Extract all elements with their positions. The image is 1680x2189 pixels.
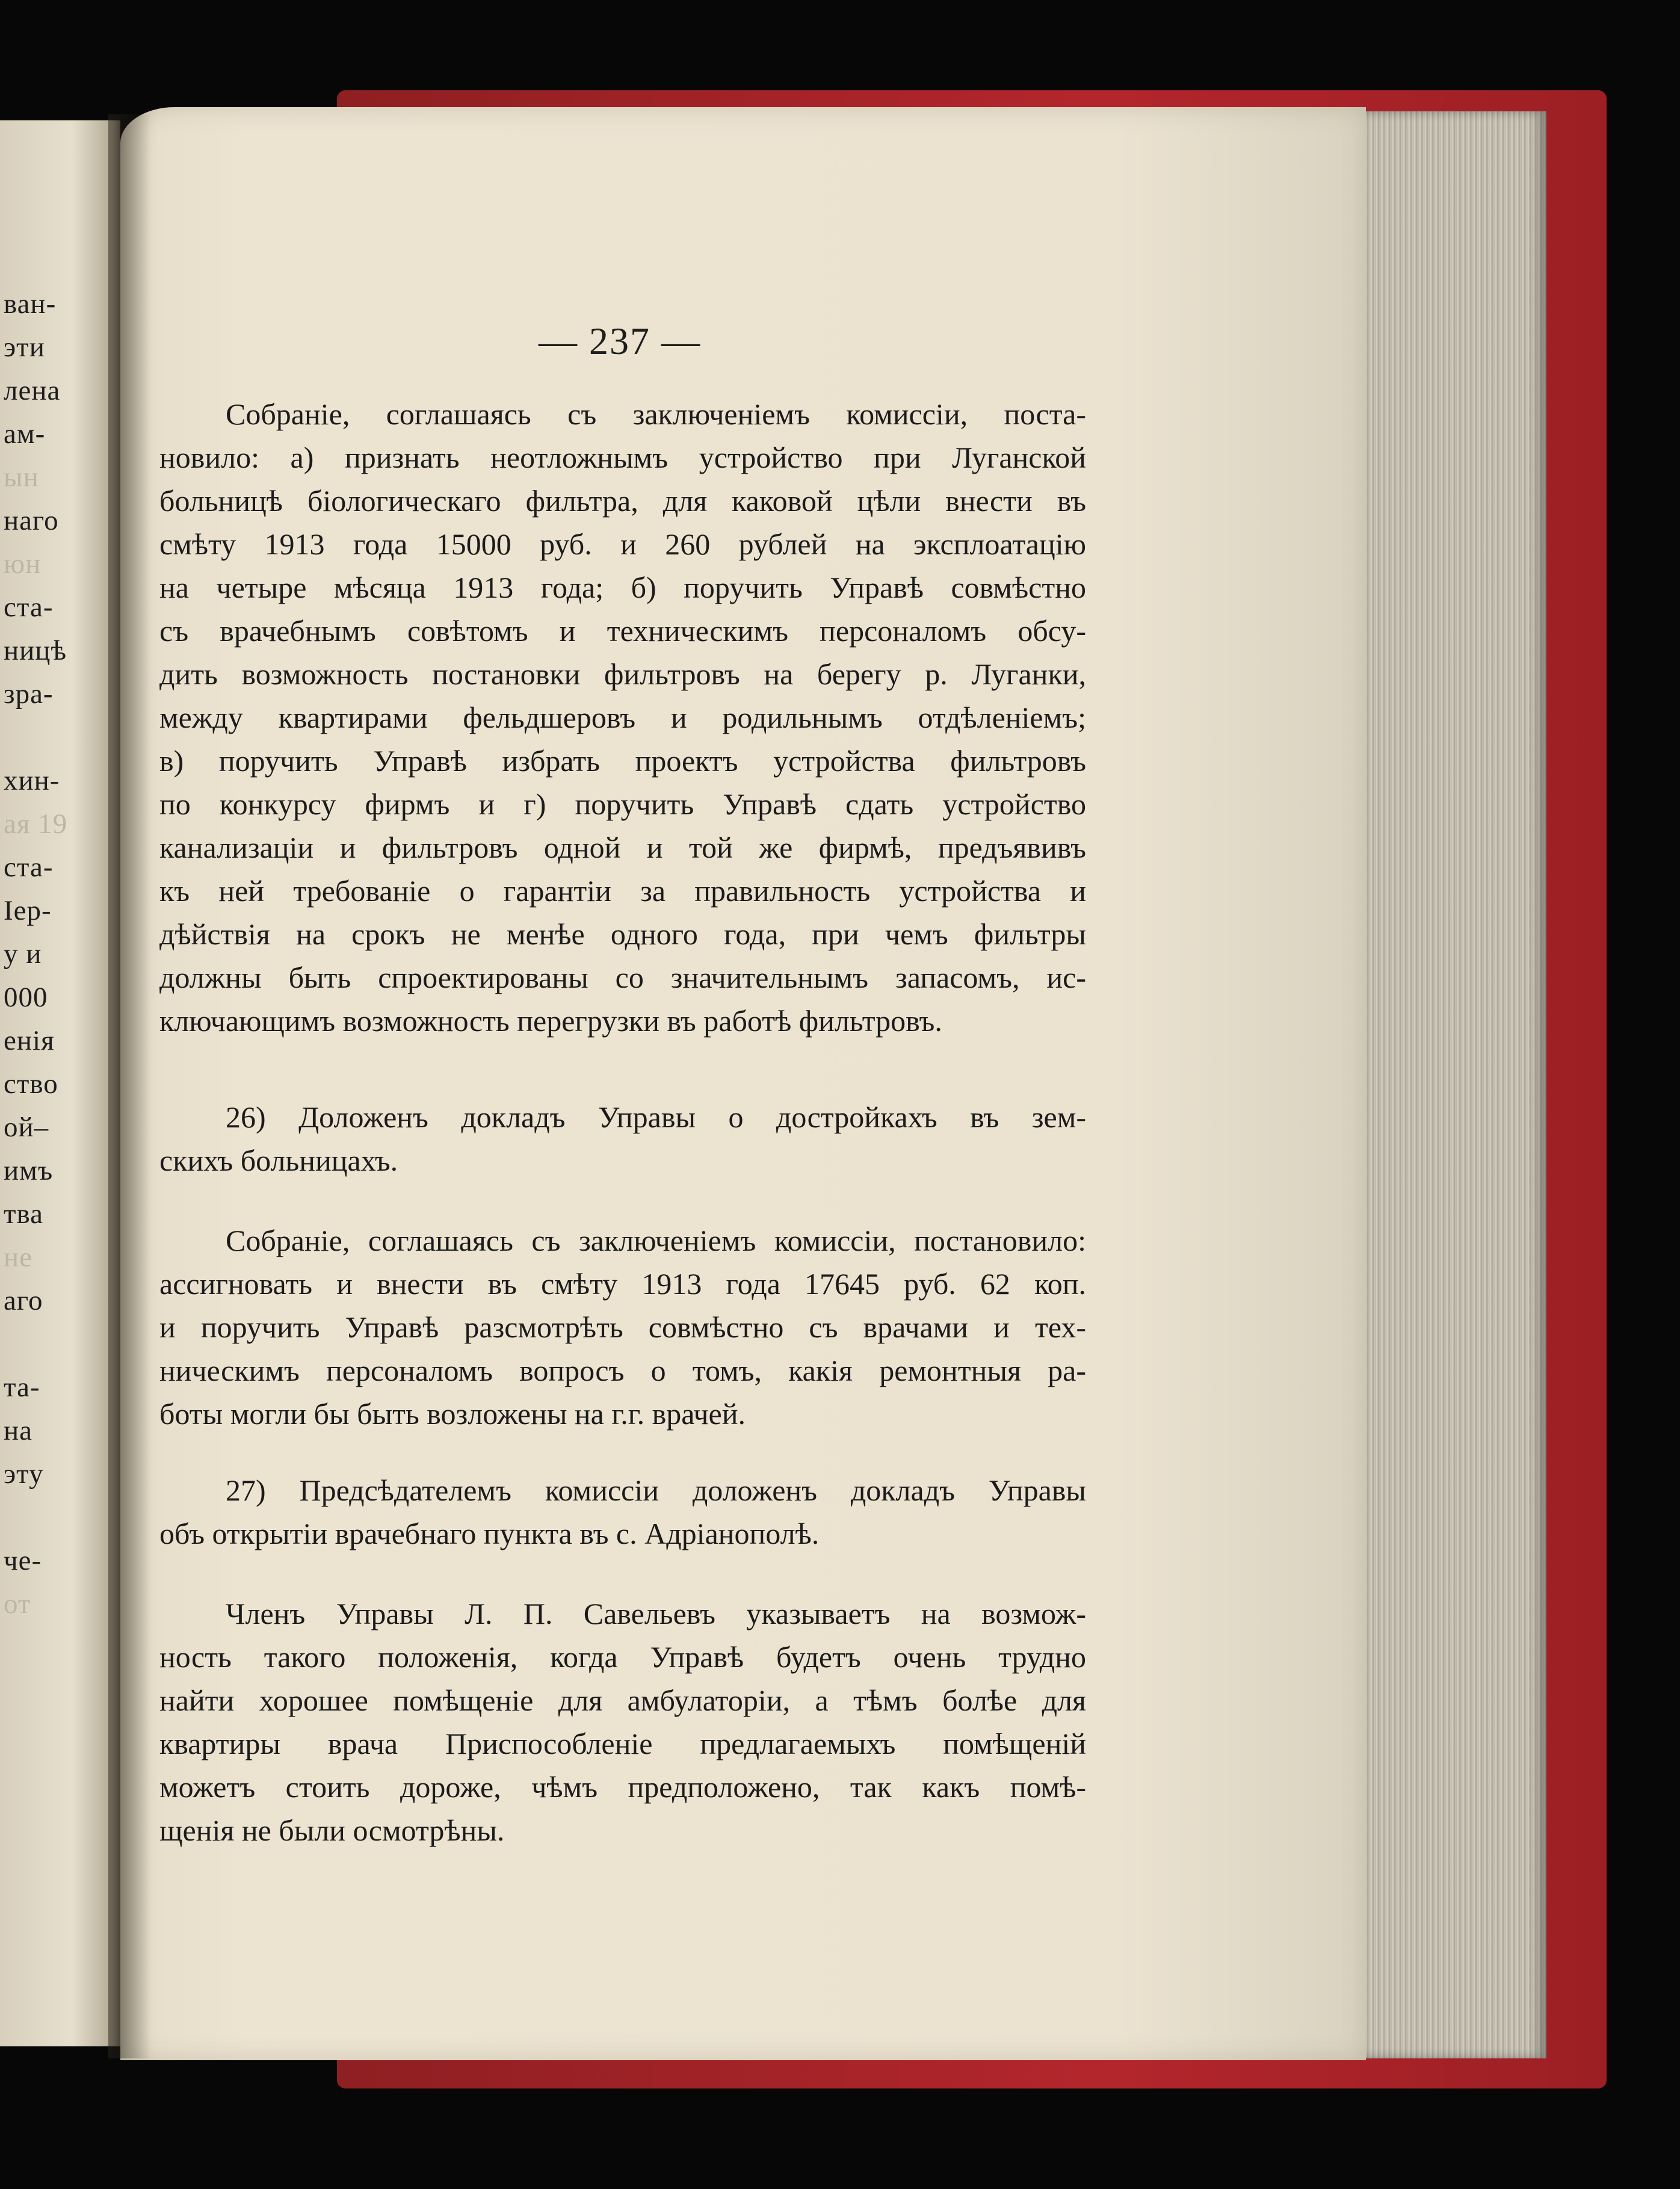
text-line: щенія не были осмотрѣны. bbox=[159, 1813, 505, 1847]
text-line: в) поручить Управѣ избрать проектъ устройства фильтровъ bbox=[159, 744, 1086, 778]
text-line: можетъ стоить дороже, чѣмъ предположено, так какъ помѣ- bbox=[159, 1770, 1086, 1804]
text-line: между квартирами фельдшеровъ и родильнымъ отдѣленіемъ; bbox=[159, 701, 1086, 734]
text-line: на четыре мѣсяца 1913 года; б) поручить Управѣ совмѣстно bbox=[159, 571, 1086, 604]
paragraph-1 bbox=[159, 392, 1086, 1042]
left-page-fragment: тва bbox=[4, 1198, 43, 1230]
left-page-fragment: ын bbox=[4, 462, 39, 493]
text-line: объ открытіи врачебнаго пункта въ с. Адріанополѣ. bbox=[159, 1517, 820, 1550]
left-page-fragment: ая 19 bbox=[4, 808, 68, 840]
left-page-fragment: зра- bbox=[4, 678, 54, 710]
left-page-fragment: не bbox=[4, 1242, 33, 1273]
text-line: квартиры врача Приспособленіе предлагаемыхъ помѣщеній bbox=[159, 1727, 1086, 1760]
left-page-fragment: от bbox=[4, 1588, 31, 1620]
left-page-fragment: ста- bbox=[4, 592, 54, 623]
text-line: и поручить Управѣ разсмотрѣть совмѣстно съ врачами и тех- bbox=[159, 1310, 1086, 1344]
text-line: смѣту 1913 года 15000 руб. и 260 рублей на эксплоатацію bbox=[159, 527, 1086, 561]
left-page-fragment: ой– bbox=[4, 1112, 49, 1143]
left-page-fragment: ницѣ bbox=[4, 635, 67, 666]
text-line: Собраніе, соглашаясь съ заключеніемъ комиссіи, поста- bbox=[226, 397, 1086, 431]
left-page-fragment: че- bbox=[4, 1545, 42, 1576]
left-page-fragment: у и bbox=[4, 938, 42, 970]
left-page-fragment: 000 bbox=[4, 982, 48, 1013]
paragraph-4 bbox=[159, 1469, 1086, 1555]
text-line: ключающимъ возможность перегрузки въ работѣ фильтровъ. bbox=[159, 1004, 942, 1038]
text-line: къ ней требованіе о гарантіи за правильность устройства и bbox=[159, 874, 1086, 908]
text-line: скихъ больницахъ. bbox=[159, 1144, 398, 1177]
left-page-fragment: ста- bbox=[4, 852, 54, 883]
left-page-fragment: юн bbox=[4, 548, 42, 580]
left-page bbox=[0, 120, 120, 2046]
left-page-fragment: ам- bbox=[4, 418, 46, 450]
left-page-fragment: та- bbox=[4, 1372, 40, 1403]
binding-gutter bbox=[108, 114, 150, 2058]
left-page-fragment: имъ bbox=[4, 1155, 54, 1186]
text-line: по конкурсу фирмъ и г) поручить Управѣ сдать устройство bbox=[159, 787, 1086, 821]
left-page-fragment: эту bbox=[4, 1458, 44, 1490]
text-line: дить возможность постановки фильтровъ на берегу р. Луганки, bbox=[159, 657, 1086, 691]
text-line: Членъ Управы Л. П. Савельевъ указываетъ на возмож- bbox=[226, 1597, 1086, 1630]
paragraph-3 bbox=[159, 1219, 1086, 1435]
left-page-fragment: лена bbox=[4, 375, 61, 406]
text-line: больницѣ біологическаго фильтра, для каковой цѣли внести въ bbox=[159, 484, 1086, 518]
left-page-fragment: на bbox=[4, 1415, 33, 1446]
left-page-fragment: эти bbox=[4, 332, 45, 363]
page-number: — 237 — bbox=[539, 320, 701, 362]
text-line: ническимъ персоналомъ вопросъ о томъ, какія ремонтныя ра- bbox=[159, 1354, 1086, 1387]
text-line: новило: а) признать неотложнымъ устройство при Луганской bbox=[159, 441, 1086, 474]
left-page-fragment: ство bbox=[4, 1068, 58, 1100]
text-line: 26) Доложенъ докладъ Управы о достройкахъ въ зем- bbox=[226, 1100, 1086, 1134]
text-line: ность такого положенія, когда Управѣ будетъ очень трудно bbox=[159, 1640, 1086, 1674]
left-page-fragment: Іер- bbox=[4, 895, 52, 926]
left-page-fragment: енія bbox=[4, 1025, 55, 1056]
left-page-fragment: аго bbox=[4, 1285, 43, 1316]
left-page-fragment: наго bbox=[4, 505, 59, 536]
paragraph-2 bbox=[159, 1095, 1086, 1182]
text-line: 27) Предсѣдателемъ комиссіи доложенъ докладъ Управы bbox=[226, 1473, 1086, 1507]
text-line: съ врачебнымъ совѣтомъ и техническимъ персоналомъ обсу- bbox=[159, 614, 1086, 648]
left-page-fragment: хин- bbox=[4, 765, 60, 796]
paragraph-5 bbox=[159, 1592, 1086, 1852]
text-line: канализаціи и фильтровъ одной и той же фирмѣ, предъявивъ bbox=[159, 831, 1086, 864]
text-line: Собраніе, соглашаясь съ заключеніемъ комиссіи, постановило: bbox=[226, 1224, 1086, 1257]
text-line: боты могли бы быть возложены на г.г. врачей. bbox=[159, 1397, 746, 1431]
text-line: должны быть спроектированы со значительнымъ запасомъ, ис- bbox=[159, 961, 1086, 994]
page-edges bbox=[1348, 111, 1546, 2058]
text-line: найти хорошее помѣщеніе для амбулаторіи, а тѣмъ болѣе для bbox=[159, 1683, 1086, 1717]
left-page-fragment: ван- bbox=[4, 288, 57, 320]
text-line: дѣйствія на срокъ не менѣе одного года, при чемъ фильтры bbox=[159, 917, 1086, 951]
text-line: ассигновать и внести въ смѣту 1913 года 17645 руб. 62 коп. bbox=[159, 1267, 1086, 1301]
